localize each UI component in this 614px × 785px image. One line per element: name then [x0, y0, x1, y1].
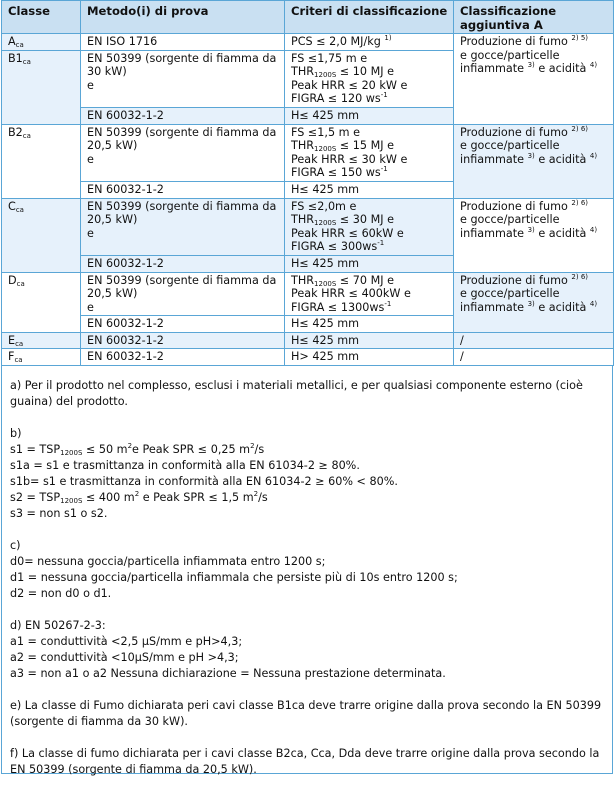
- criteria-cca-2: H≤ 425 mm: [285, 255, 454, 272]
- header-aggiuntiva: Classificazione aggiuntiva A: [454, 1, 614, 34]
- criteria-fca: H> 425 mm: [285, 349, 454, 366]
- note-d0: d0= nessuna goccia/particella infiammata entro 1200 s;: [10, 555, 326, 569]
- class-cca: $C_{ca}$: [2, 198, 81, 272]
- note-a: a) Per il prodotto nel complesso, esclusi i materiali metallici, e per qualsiasi componente esterno (cioè guaina) del prodotto.: [10, 379, 583, 409]
- method-b2ca-2: EN 60032-1-2: [81, 181, 285, 198]
- row-eca: [2, 332, 614, 349]
- header-classe: Classe: [2, 1, 81, 34]
- criteria-aca: PCS ≤ 2,0 MJ/kg $^{1)}$: [285, 34, 454, 51]
- class-b2ca: $B2_{ca}$: [2, 124, 81, 198]
- method-b1ca: EN 50399 (sorgente di fiamma da 30 kW) e: [81, 50, 285, 107]
- note-c-heading: c): [10, 539, 21, 553]
- document: [1, 0, 613, 777]
- note-a2: a2 = conduttività <10µS/mm e pH >4,3;: [10, 651, 239, 665]
- note-a1: a1 = conduttività <2,5 µS/mm e pH>4,3;: [10, 635, 243, 649]
- add-class-b2ca: Produzione di fumo $^{2) 6)}$ e gocce/particelle infiammate $^{3)}$ e acidità $^{4)}$: [454, 124, 614, 198]
- method-b1ca-2: EN 60032-1-2: [81, 107, 285, 124]
- method-eca: EN 60032-1-2: [81, 332, 285, 349]
- add-class-eca: /: [454, 332, 614, 349]
- note-s2: $s2 = TSP_{1200S} \le 400$ $m^2$ e Peak SPR ≤ 1,5 $m^2/s$: [10, 490, 268, 506]
- method-fca: EN 60032-1-2: [81, 349, 285, 366]
- method-cca-2: EN 60032-1-2: [81, 255, 285, 272]
- criteria-b2ca-2: H≤ 425 mm: [285, 181, 454, 198]
- criteria-dca: $THR_{1200S} \le 70$ MJ e Peak HRR ≤ 400kW e FIGRA ≤ $1300ws^{-1}$: [285, 272, 454, 316]
- note-d1: d1 = nessuna goccia/particella infiammala che persiste più di 10s entro 1200 s;: [10, 571, 458, 585]
- criteria-cca: FS ≤2,0m e $THR_{1200S} \le 30$ MJ e Peak HRR ≤ 60kW e FIGRA ≤ $300ws^{-1}$: [285, 198, 454, 255]
- add-class-dca: Produzione di fumo $^{2) 6)}$ e gocce/particelle infiammate $^{3)}$ e acidità $^{4)}$: [454, 272, 614, 332]
- criteria-eca: H≤ 425 mm: [285, 332, 454, 349]
- row-aca: [2, 34, 614, 51]
- footnotes: [1, 366, 613, 777]
- criteria-dca-2: H≤ 425 mm: [285, 316, 454, 333]
- class-dca: $D_{ca}$: [2, 272, 81, 332]
- method-cca: EN 50399 (sorgente di fiamma da 20,5 kW) e: [81, 198, 285, 255]
- criteria-b1ca-2: H≤ 425 mm: [285, 107, 454, 124]
- add-class-a: Produzione di fumo $^{2) 5)}$ e gocce/particelle infiammate $^{3)}$ e acidità $^{4)}$: [454, 34, 614, 125]
- row-dca: [2, 272, 614, 316]
- class-aca: $A_{ca}$: [2, 34, 81, 51]
- class-b1ca: $B1_{ca}$: [2, 50, 81, 124]
- note-b-heading: b): [10, 427, 22, 441]
- note-e: e) La classe di Fumo dichiarata peri cavi classe B1ca deve trarre origine dalla prova secondo la EN 50399 (sorgente di fiamma da 30 kW).: [10, 699, 602, 729]
- class-eca: $E_{ca}$: [2, 332, 81, 349]
- note-s3: s3 = non s1 o s2.: [10, 507, 108, 521]
- method-dca: EN 50399 (sorgente di fiamma da 20,5 kW) e: [81, 272, 285, 316]
- method-b2ca: EN 50399 (sorgente di fiamma da 20,5 kW) e: [81, 124, 285, 181]
- header-criteri: Criteri di classificazione: [285, 1, 454, 34]
- note-s1a: s1a = s1 e trasmittanza in conformità alla EN 61034-2 ≥ 80%.: [10, 459, 360, 473]
- row-fca: [2, 349, 614, 366]
- note-d2: d2 = non d0 o d1.: [10, 587, 112, 601]
- class-fca: $F_{ca}$: [2, 349, 81, 366]
- note-s1b: s1b= s1 e trasmittanza in conformità alla EN 61034-2 ≥ 60% < 80%.: [10, 475, 398, 489]
- add-class-fca: /: [454, 349, 614, 366]
- row-cca: [2, 198, 614, 255]
- note-s1: $s1 = TSP_{1200S} \le 50$ $m^2e$ Peak SPR ≤ 0,25 $m^2/s$: [10, 442, 265, 458]
- note-d-heading: d) EN 50267-2-3:: [10, 619, 106, 633]
- criteria-b1ca: FS ≤1,75 m e $THR_{1200S} \le 10$ MJ e Peak HRR ≤ 20 kW e FIGRA ≤ 120 $ws^{-1}$: [285, 50, 454, 107]
- classification-table: [1, 0, 614, 366]
- add-class-cca: Produzione di fumo $^{2) 6)}$ e gocce/particelle infiammate $^{3)}$ e acidità $^{4)}$: [454, 198, 614, 272]
- method-aca: EN ISO 1716: [81, 34, 285, 51]
- header-metodo: Metodo(i) di prova: [81, 1, 285, 34]
- method-dca-2: EN 60032-1-2: [81, 316, 285, 333]
- row-b2ca: [2, 124, 614, 181]
- note-a3: a3 = non a1 o a2 Nessuna dichiarazione = Nessuna prestazione determinata.: [10, 667, 446, 681]
- header-row: [2, 1, 614, 34]
- criteria-b2ca: FS ≤1,5 m e $THR_{1200S} \le 15$ MJ e Peak HRR ≤ 30 kW e FIGRA ≤ 150 $ws^{-1}$: [285, 124, 454, 181]
- note-f: f) La classe di fumo dichiarata per i cavi classe B2ca, Cca, Dda deve trarre origine dalla prova secondo la EN 50399 (sorgente di fiamma da 20,5 kW).: [10, 747, 600, 777]
